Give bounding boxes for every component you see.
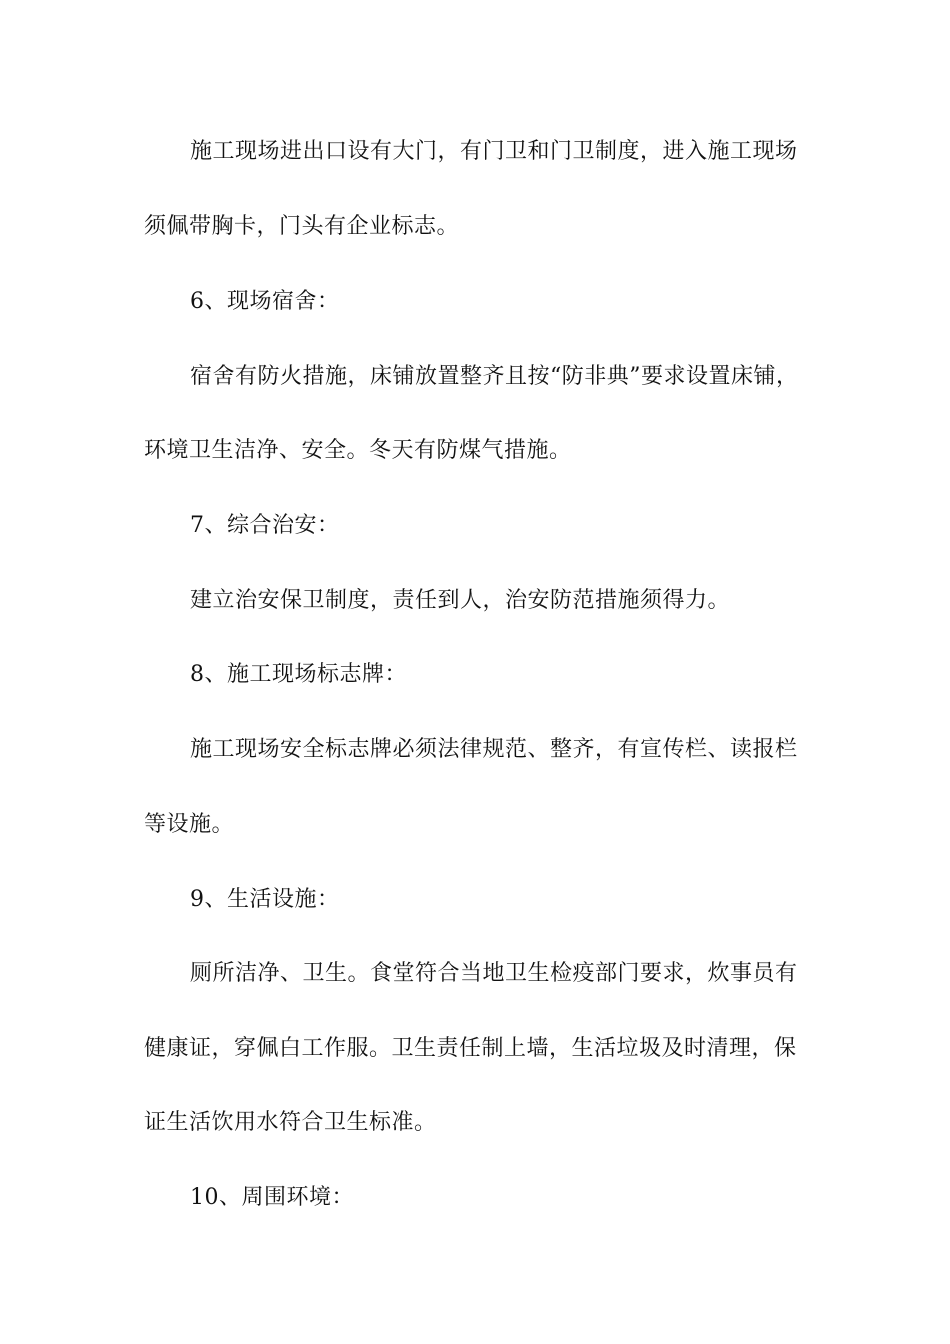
paragraph-line: 等设施。: [144, 812, 235, 837]
paragraph-line: 施工现场安全标志牌必须法律规范、整齐，有宣传栏、读报栏: [190, 737, 798, 762]
paragraph-line: 须佩带胸卡，门头有企业标志。: [144, 214, 460, 239]
paragraph-line: 环境卫生洁净、安全。冬天有防煤气措施。: [144, 438, 572, 463]
paragraph-line: 厕所洁净、卫生。食堂符合当地卫生检疫部门要求，炊事员有: [190, 961, 798, 986]
section-heading: 9、生活设施：: [190, 887, 340, 912]
paragraph-line: 施工现场进出口设有大门，有门卫和门卫制度，进入施工现场: [190, 139, 798, 164]
paragraph-line: 健康证，穿佩白工作服。卫生责任制上墙，生活垃圾及时清理，保: [144, 1036, 797, 1061]
section-heading: 8、施工现场标志牌：: [190, 662, 407, 687]
section-heading: 6、现场宿舍：: [190, 289, 340, 314]
paragraph-line: 证生活饮用水符合卫生标准。: [144, 1110, 437, 1135]
section-heading: 7、综合治安：: [190, 513, 340, 538]
paragraph-line: 宿舍有防火措施，床铺放置整齐且按“防非典”要求设置床铺，: [190, 364, 799, 389]
paragraph-line: 建立治安保卫制度，责任到人，治安防范措施须得力。: [190, 588, 731, 613]
section-heading: 10、周围环境：: [190, 1185, 354, 1210]
